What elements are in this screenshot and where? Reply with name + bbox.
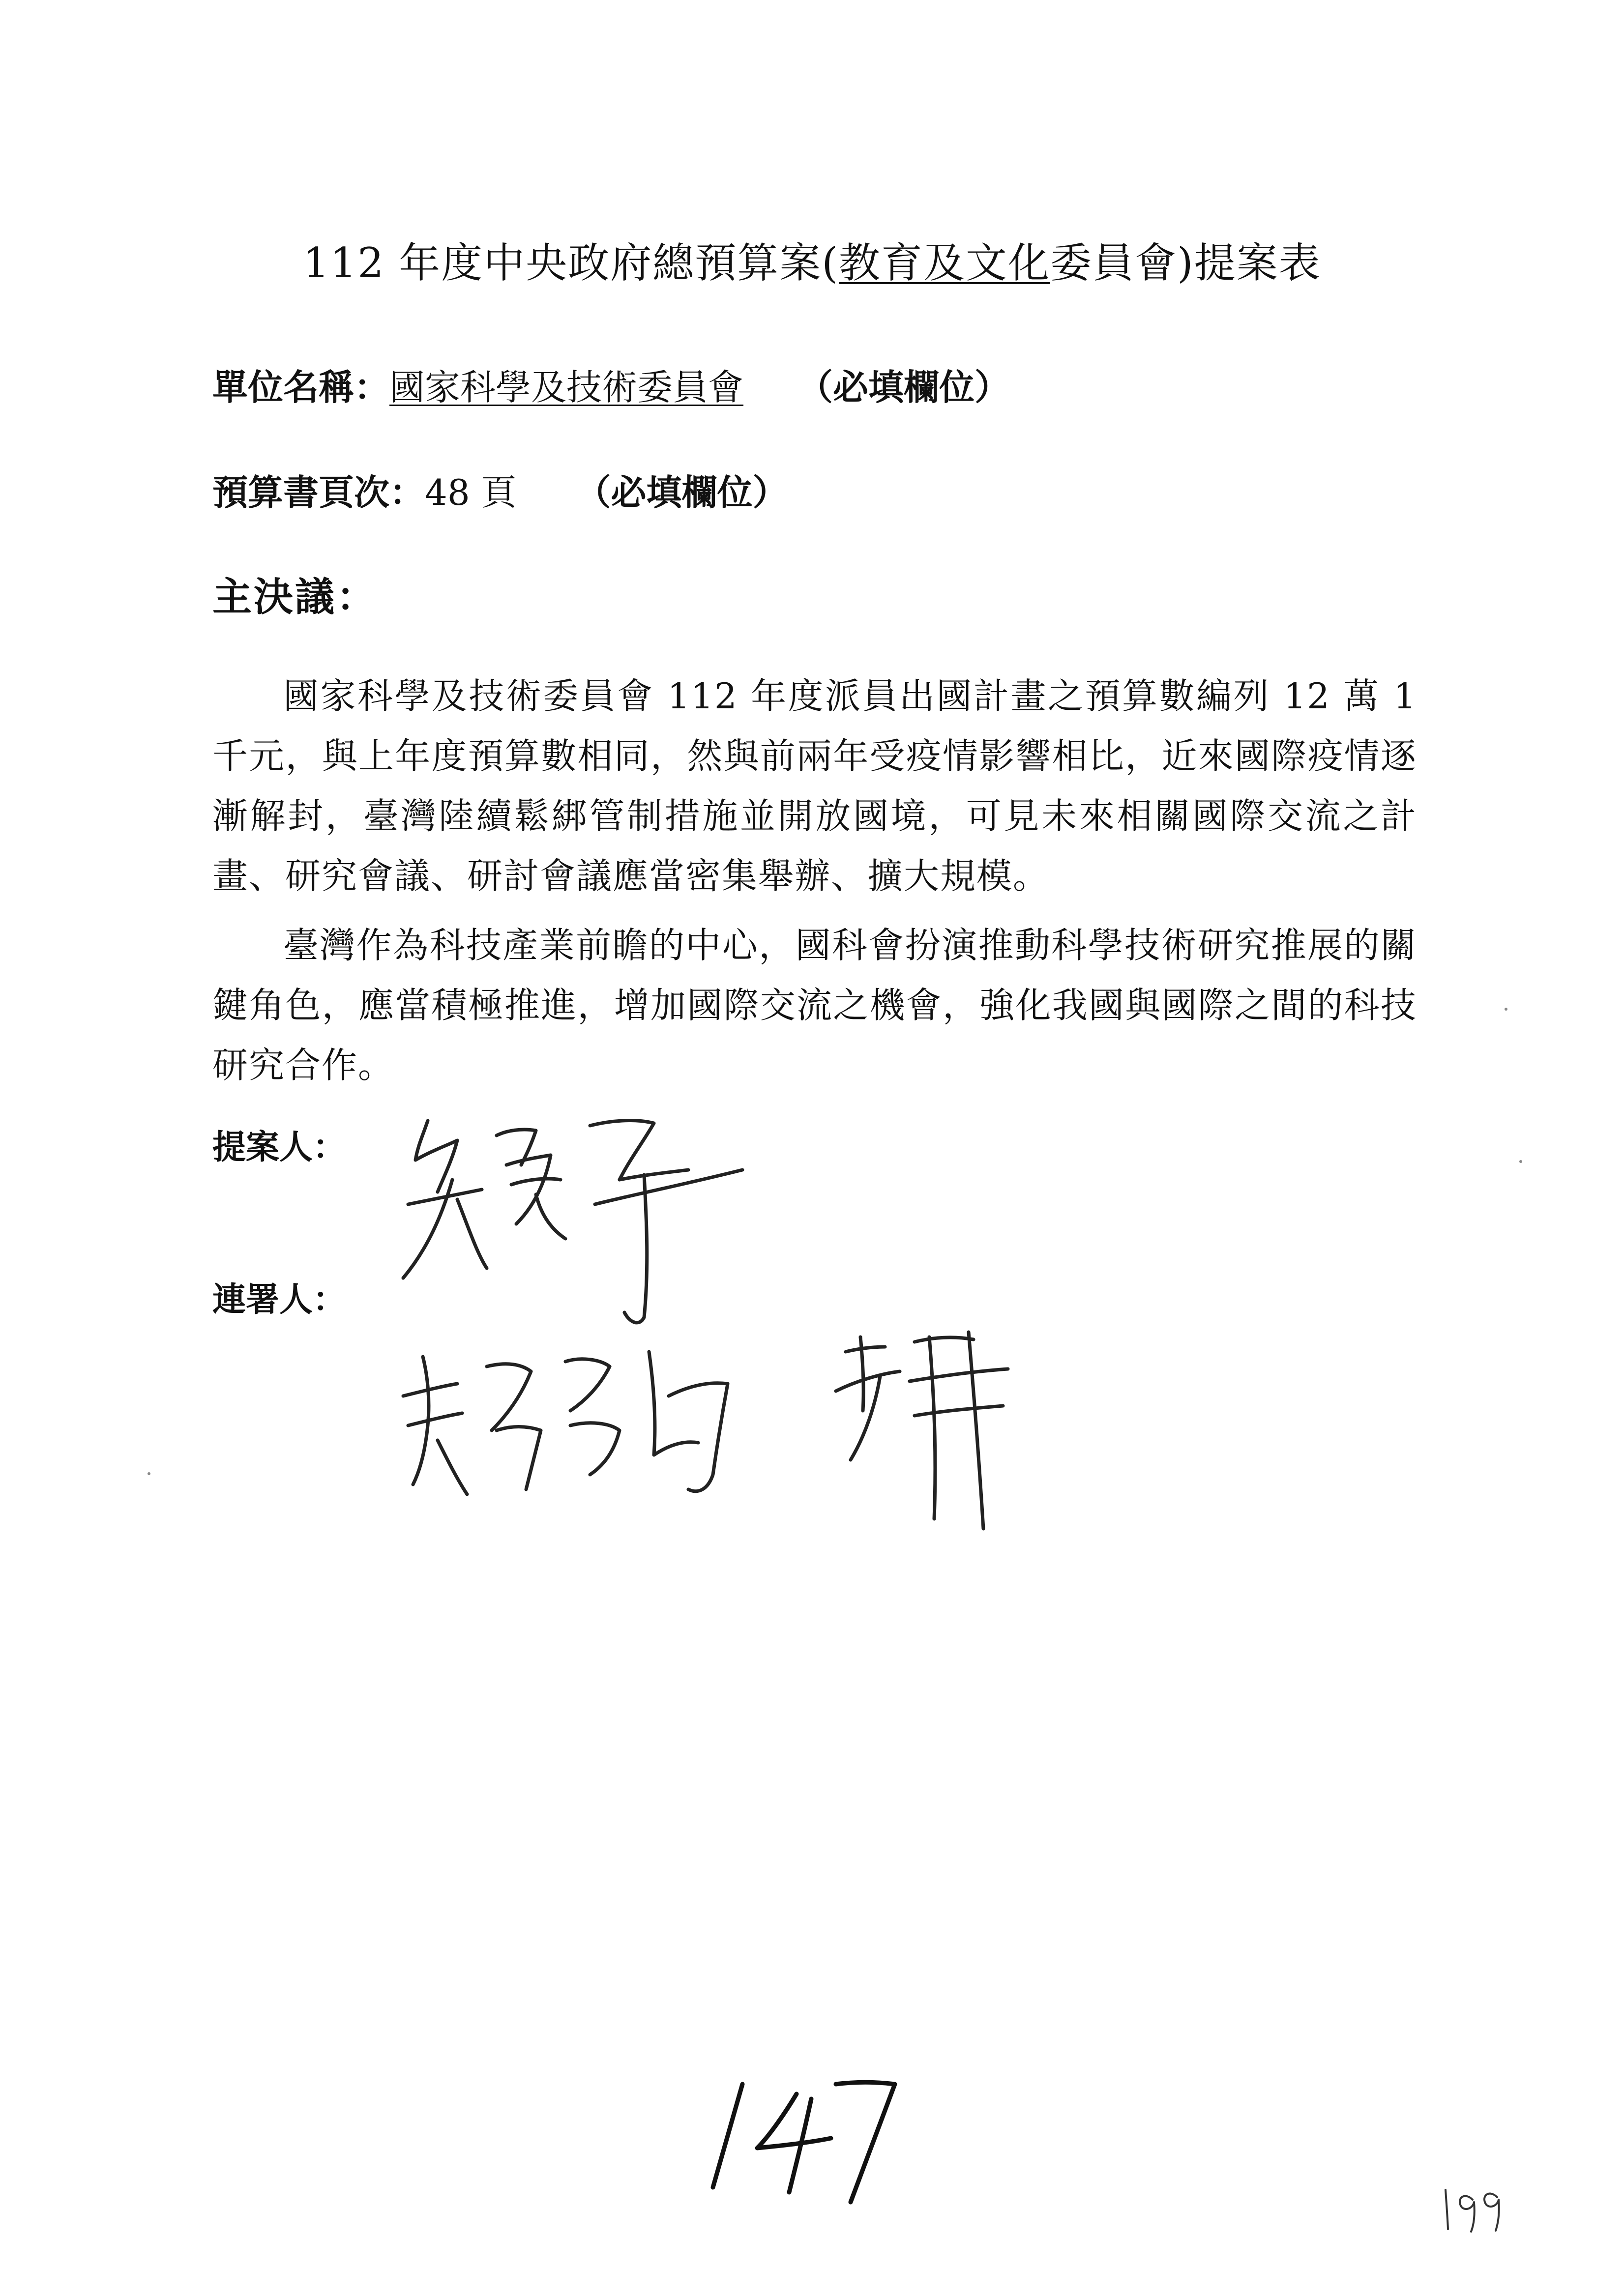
cosigner-label: 連署人： bbox=[212, 1280, 347, 1319]
budget-page-label: 預算書頁次： bbox=[212, 471, 425, 513]
unit-name-label: 單位名稱： bbox=[212, 366, 390, 408]
unit-name-row bbox=[212, 359, 1010, 410]
unit-required-note: （必填欄位） bbox=[797, 366, 1010, 408]
handwritten-corner-number bbox=[1436, 2182, 1509, 2237]
scan-speck bbox=[1519, 1160, 1522, 1163]
resolution-paragraph-2: 臺灣作為科技產業前瞻的中心，國科會扮演推動科學技術研究推展的關鍵角色，應當積極推進，增加國際交流之機會，強化我國與國際之間的科技研究合作。 bbox=[212, 925, 1417, 1086]
title-committee: 教育及文化 bbox=[839, 239, 1051, 287]
document-title bbox=[0, 230, 1624, 290]
scan-speck bbox=[148, 1472, 150, 1475]
resolution-paragraph-1: 國家科學及技術委員會 112 年度派員出國計畫之預算數編列 12 萬 1 千元，與上年度預算數相同，然與前兩年受疫情影響相比，近來國際疫情逐漸解封，臺灣陸續鬆綁管制措施並開放國境，可見未來相關國際交流之計畫、研究會議、研討會議應當密集舉辦、擴大規模。 bbox=[212, 675, 1417, 897]
main-resolution-heading: 主決議： bbox=[212, 574, 378, 620]
cosigner-signature-2 bbox=[826, 1322, 1033, 1548]
proposer-signature bbox=[388, 1106, 762, 1352]
budget-page-required-note: （必填欄位） bbox=[575, 471, 788, 513]
unit-name-value: 國家科學及技術委員會 bbox=[389, 367, 744, 408]
scan-speck bbox=[1505, 1008, 1507, 1011]
cosigner-signature-1 bbox=[393, 1327, 836, 1534]
budget-page-row bbox=[212, 464, 788, 515]
budget-page-value: 48 頁 bbox=[425, 472, 517, 513]
handwritten-page-number bbox=[688, 2064, 924, 2212]
title-prefix: 112 年度中央政府總預算案( bbox=[303, 239, 839, 287]
proposer-label: 提案人： bbox=[212, 1128, 347, 1167]
title-suffix: 委員會)提案表 bbox=[1050, 239, 1321, 287]
